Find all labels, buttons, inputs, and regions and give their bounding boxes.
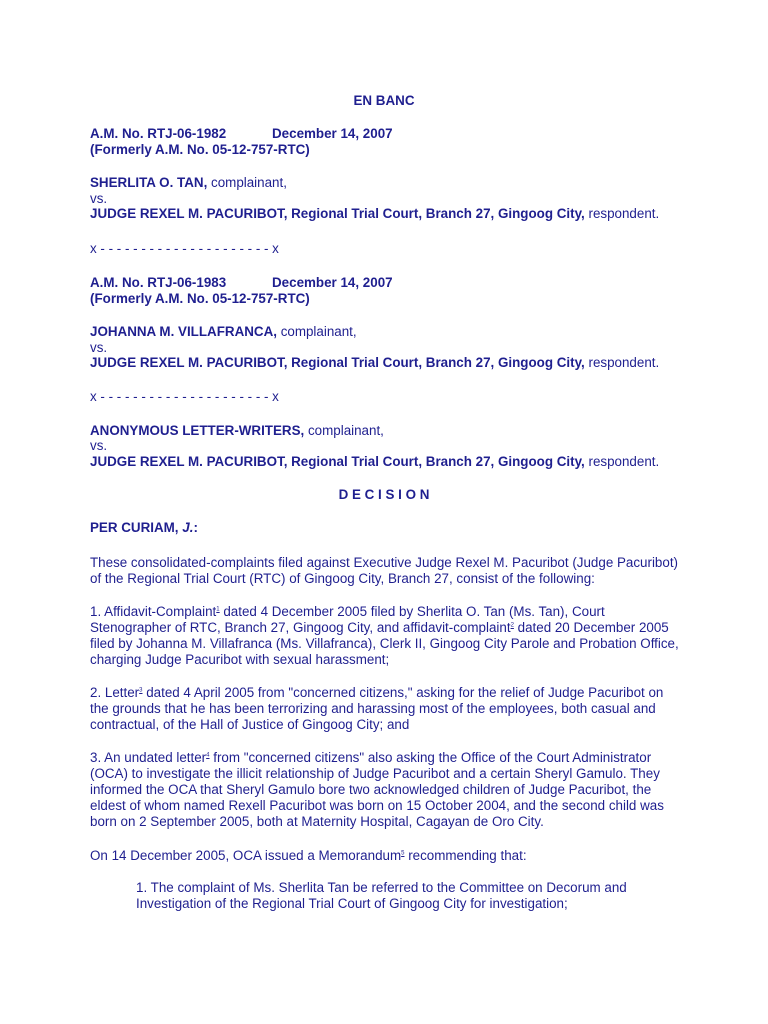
item3-line-3: informed the OCA that Sheryl Gamulo bore two acknowledged children of Judge Pacuribot, the [90, 782, 652, 797]
case2-complainant-name: JOHANNA M. VILLAFRANCA, [90, 324, 277, 339]
case2-vs: vs. [90, 340, 108, 355]
item2-line-2: the grounds that he has been terrorizing and harassing most of the employees, both casual and [90, 701, 656, 716]
memo-text-b: recommending that: [404, 848, 527, 863]
decision-heading: D E C I S I O N [338, 487, 430, 502]
item1-text-d: dated 20 December 2005 [513, 620, 669, 635]
item1-text-a: 1. Affidavit-Complaint [90, 604, 217, 619]
separator-2: x - - - - - - - - - - - - - - - - - - - - - x [90, 389, 279, 404]
case3-respondent-role: respondent. [584, 454, 660, 469]
item2-line-1 [90, 685, 663, 701]
item1-text-b: dated 4 December 2005 filed by Sherlita O. Tan (Ms. Tan), Court [219, 604, 605, 619]
case2-respondent-role: respondent. [584, 355, 660, 370]
item3-line-2: (OCA) to investigate the illicit relationship of Judge Pacuribot and a certain Sheryl Gamulo. They [90, 766, 660, 781]
case1-am-number: A.M. No. RTJ-06-1982 [90, 126, 227, 141]
case1-date: December 14, 2007 [272, 126, 393, 141]
item3-line-1 [90, 750, 651, 766]
item1-text-c: Stenographer of RTC, Branch 27, Gingoog City, and affidavit-complaint [90, 620, 511, 635]
intro-line-1: These consolidated-complaints filed against Executive Judge Rexel M. Pacuribot (Judge Pacuribot) [90, 555, 679, 570]
item1-line-2 [90, 620, 669, 636]
rec1-line-2: Investigation of the Regional Trial Court of Gingoog City for investigation; [136, 896, 568, 911]
case1-vs: vs. [90, 191, 108, 206]
case1-complainant-role: complainant, [207, 175, 287, 190]
case3-respondent-name: JUDGE REXEL M. PACURIBOT, Regional Trial Court, Branch 27, Gingoog City, [90, 454, 585, 469]
case2-respondent-name: JUDGE REXEL M. PACURIBOT, Regional Trial Court, Branch 27, Gingoog City, [90, 355, 585, 370]
case1-respondent [90, 206, 659, 222]
memo-line [90, 848, 527, 864]
footnote-4-link[interactable]: 4 [206, 752, 210, 759]
item3-line-4: eldest of whom named Rexell Pacuribot was born on 15 October 2004, and the second child was [90, 798, 664, 813]
item1-line-3: filed by Johanna M. Villafranca (Ms. Villafranca), Clerk II, Gingoog City Parole and Probation Office, [90, 636, 679, 651]
case1-respondent-name: JUDGE REXEL M. PACURIBOT, Regional Trial Court, Branch 27, Gingoog City, [90, 206, 585, 221]
item1-line-4: charging Judge Pacuribot with sexual harassment; [90, 652, 390, 667]
case2-date: December 14, 2007 [272, 275, 393, 290]
case2-respondent [90, 355, 659, 371]
item2-text-a: 2. Letter [90, 685, 140, 700]
rec1-line-1: 1. The complaint of Ms. Sherlita Tan be referred to the Committee on Decorum and [136, 880, 627, 895]
case3-vs: vs. [90, 438, 108, 453]
footnote-5-link[interactable]: 5 [401, 850, 405, 857]
item3-line-5: born on 2 September 2005, both at Maternity Hospital, Cagayan de Oro City. [90, 814, 544, 829]
case3-complainant-role: complainant, [304, 423, 384, 438]
intro-line-2: of the Regional Trial Court (RTC) of Gingoog City, Branch 27, consist of the following: [90, 571, 595, 586]
case2-complainant-role: complainant, [276, 324, 357, 339]
case2-am-number: A.M. No. RTJ-06-1983 [90, 275, 227, 290]
case3-respondent [90, 454, 659, 470]
case3-complainant [90, 423, 384, 439]
case1-complainant-name: SHERLITA O. TAN, [90, 175, 208, 190]
footnote-3-link[interactable]: 3 [139, 687, 143, 694]
item2-text-b: dated 4 April 2005 from "concerned citizens," asking for the relief of Judge Pacuribot on [142, 685, 664, 700]
per-curiam-j: J. [182, 520, 194, 535]
case1-complainant [90, 175, 287, 191]
per-curiam [90, 520, 198, 536]
footnote-2-link[interactable]: 2 [510, 622, 514, 629]
case3-complainant-name: ANONYMOUS LETTER-WRITERS, [90, 423, 305, 438]
case2-formerly: (Formerly A.M. No. 05-12-757-RTC) [90, 291, 310, 306]
per-curiam-colon: : [193, 520, 198, 535]
case1-respondent-role: respondent. [584, 206, 660, 221]
memo-text-a: On 14 December 2005, OCA issued a Memorandum [90, 848, 402, 863]
separator-1: x - - - - - - - - - - - - - - - - - - - - - x [90, 241, 279, 256]
en-banc-heading: EN BANC [353, 93, 415, 108]
case2-complainant [90, 324, 357, 340]
item1-line-1 [90, 604, 605, 620]
footnote-1-link[interactable]: 1 [216, 606, 220, 613]
item3-text-a: 3. An undated letter [90, 750, 207, 765]
per-curiam-label: PER CURIAM, [90, 520, 179, 535]
item3-text-b: from "concerned citizens" also asking the Office of the Court Administrator [209, 750, 652, 765]
case1-formerly: (Formerly A.M. No. 05-12-757-RTC) [90, 142, 310, 157]
item2-line-3: contractual, of the Hall of Justice of Gingoog City; and [90, 717, 410, 732]
